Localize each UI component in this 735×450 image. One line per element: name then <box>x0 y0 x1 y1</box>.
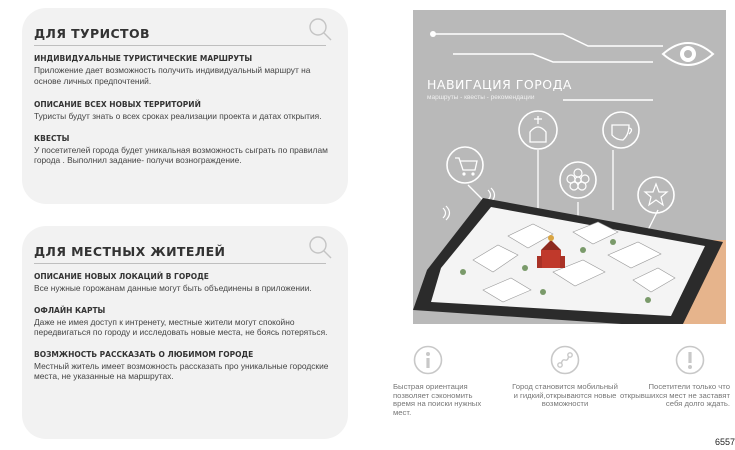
eye-icon <box>663 43 713 65</box>
tourists-section <box>34 54 334 86</box>
section-title: ВОЗМЖНОСТЬ РАССКАЗАТЬ О ЛЮБИМОМ ГОРОДЕ <box>34 349 254 359</box>
phone-illustration <box>413 198 723 324</box>
locals-title: ДЛЯ МЕСТНЫХ ЖИТЕЛЕЙ <box>34 244 326 264</box>
church-icon <box>519 111 557 149</box>
alert-icon <box>675 345 705 375</box>
page-number: 6557 <box>714 437 735 447</box>
section-text: Даже не имея доступ к интренету, местные жители могут спокойно передвигаться по городу и исследовать новые места, не боясь потеряться. <box>34 316 328 337</box>
route-icon <box>550 345 580 375</box>
section-text: Туристы будут знать о всех сроках реализации проекта и датах открытия. <box>34 111 322 121</box>
section-title: ОПИСАНИЕ НОВЫХ ЛОКАЦИЙ В ГОРОДЕ <box>34 272 209 281</box>
tourists-section <box>34 100 334 122</box>
promo-title: НАВИГАЦИЯ ГОРОДА <box>427 77 572 92</box>
tourists-section <box>34 134 334 166</box>
feature-text: Город становится мобильный и гидкий,открываются новые возможности <box>512 382 618 409</box>
coffee-cup-icon <box>603 112 639 148</box>
search-icon <box>306 234 334 262</box>
star-icon <box>638 177 674 213</box>
section-text: Все нужные горожанам данные могут быть объединены в приложении. <box>34 283 312 293</box>
promo-subtitle: маршруты - квесты - рекомендации <box>427 94 535 101</box>
feature-item <box>393 345 503 418</box>
flower-icon <box>560 162 596 198</box>
section-title: КВЕСТЫ <box>34 133 70 143</box>
feature-item <box>510 345 620 409</box>
feature-text: Посетители только что открывшихся мест не заставят себя долго ждать. <box>620 382 730 409</box>
feature-item <box>615 345 730 409</box>
tourists-title: ДЛЯ ТУРИСТОВ <box>34 26 326 46</box>
locals-section <box>34 272 334 294</box>
info-icon <box>413 345 443 375</box>
locals-section <box>34 350 334 382</box>
section-text: Местный житель имеет возможность рассказать про уникальные городские места, не указанные на маршрутах. <box>34 360 329 381</box>
locals-section <box>34 306 334 338</box>
section-title: ОФЛАЙН КАРТЫ <box>34 305 106 315</box>
section-title: ИНДИВИДУАЛЬНЫЕ ТУРИСТИЧЕСКИЕ МАРШРУТЫ <box>34 54 253 63</box>
section-text: У посетителей города будет уникальная возможность сыграть по правилам города . Выполнил задание- получи вознограждение. <box>34 144 328 165</box>
tourists-card <box>22 8 348 204</box>
search-icon <box>306 16 334 44</box>
feature-text: Быстрая ориентация позволяет сэкономить время на поиски нужных мест. <box>393 382 482 418</box>
shopping-cart-icon <box>447 147 483 183</box>
promo-image <box>413 10 726 324</box>
locals-card <box>22 226 348 439</box>
section-text: Приложение дает возможность получить индивидуальный маршрут на основе личных предпочтений. <box>34 65 311 86</box>
promo-illustration <box>413 10 726 324</box>
section-title: ОПИСАНИЕ ВСЕХ НОВЫХ ТЕРРИТОРИЙ <box>34 100 201 109</box>
